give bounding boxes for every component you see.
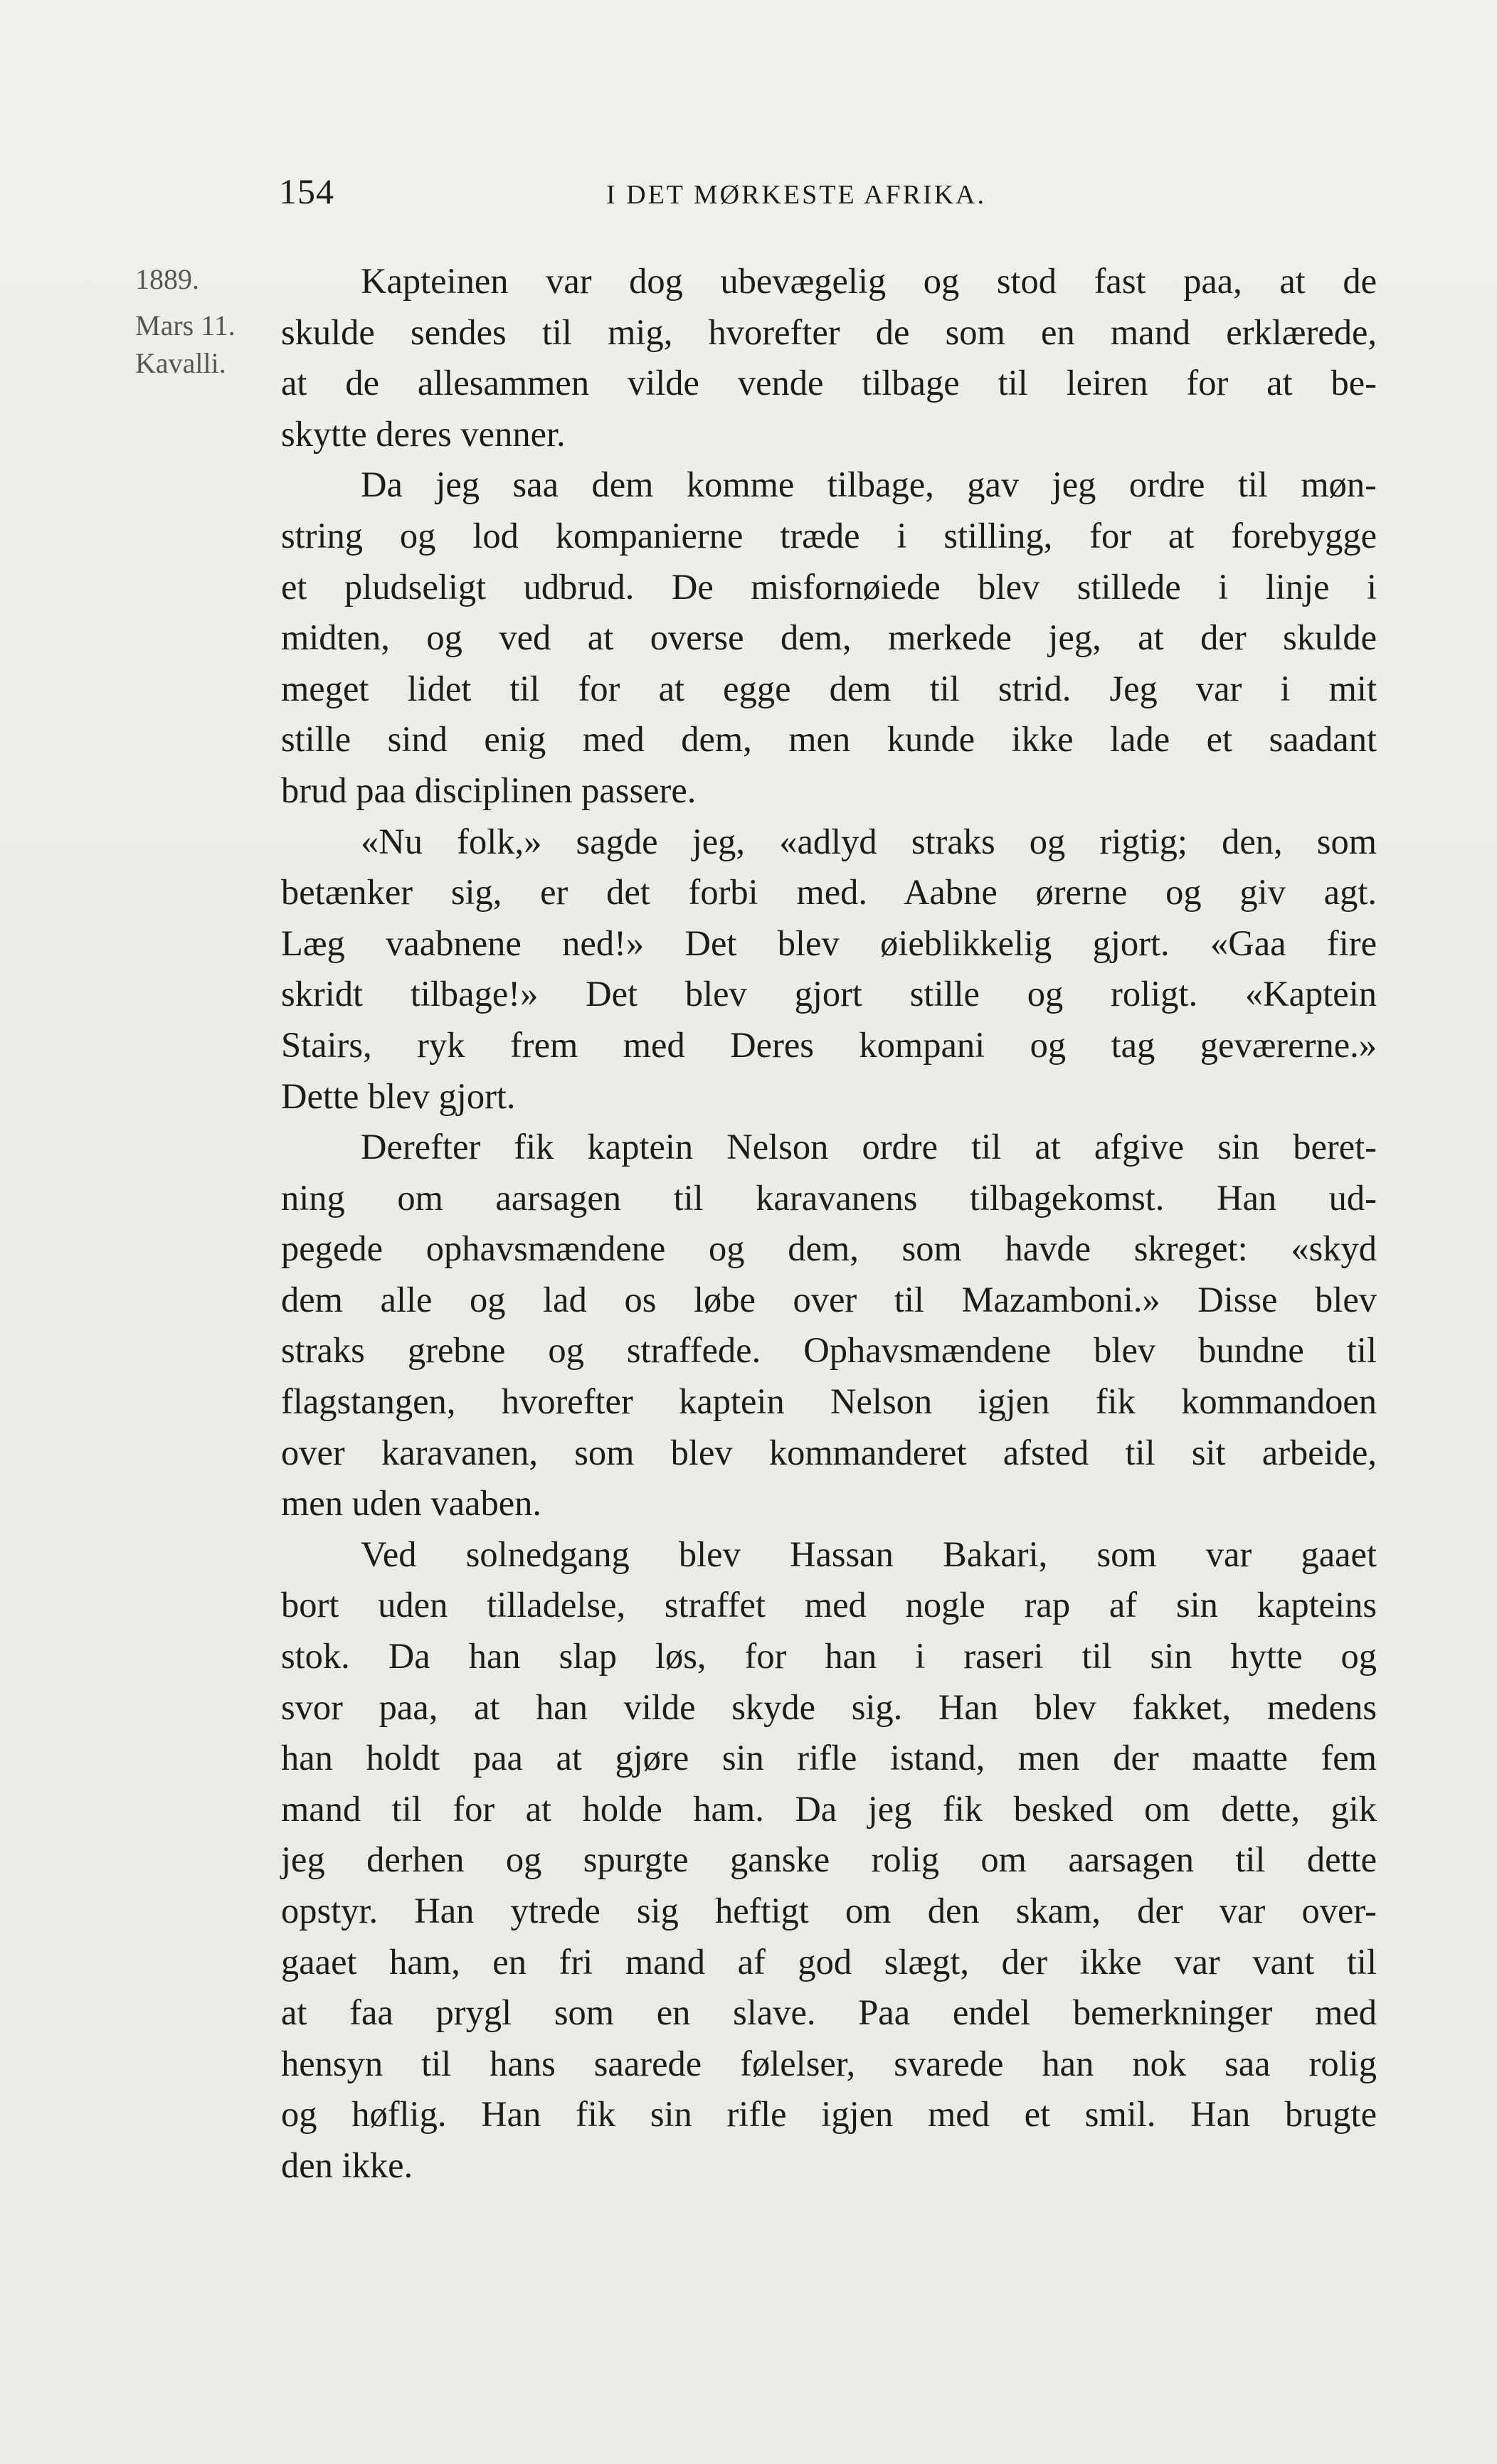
text-line: Da jeg saa dem komme tilbage, gav jeg ordre til møn- [361,464,1377,505]
text-line: Dette blev gjort. [281,1076,516,1116]
text-line: gaaet ham, en fri mand af god slægt, der ikke var vant til [281,1941,1377,1982]
margin-place: Kavalli. [135,347,226,379]
margin-year: 1889. [135,263,199,295]
text-line: et pludseligt udbrud. De misfornøiede blev stillede i linje i [281,566,1377,607]
text-line: betænker sig, er det forbi med. Aabne ørerne og giv agt. [281,872,1377,913]
text-line: string og lod kompanierne træde i stilling, for at forebygge [281,515,1377,556]
text-line: brud paa disciplinen passere. [281,770,697,810]
page-number: 154 [279,171,334,211]
running-title: I DET MØRKESTE AFRIKA. [606,180,986,210]
text-line: Stairs, ryk frem med Deres kompani og tag geværerne.» [281,1024,1377,1065]
text-line: og høflig. Han fik sin rifle igjen med et smil. Han brugte [281,2094,1377,2135]
text-line: skridt tilbage!» Det blev gjort stille og roligt. «Kaptein [281,974,1377,1014]
text-line: opstyr. Han ytrede sig heftigt om den skam, der var over- [281,1891,1377,1931]
body-text [281,256,1377,2192]
text-line: at faa prygl som en slave. Paa endel bemerkninger med [281,1992,1377,2033]
text-line: han holdt paa at gjøre sin rifle istand, men der maatte fem [281,1738,1377,1778]
text-line: Kapteinen var dog ubevægelig og stod fast paa, at de [361,261,1377,301]
text-line: Ved solnedgang blev Hassan Bakari, som var gaaet [361,1534,1377,1574]
text-line: Derefter fik kaptein Nelson ordre til at afgive sin beret- [361,1127,1377,1167]
text-line: hensyn til hans saarede følelser, svarede han nok saa rolig [281,2043,1377,2083]
text-line: Læg vaabnene ned!» Det blev øieblikkelig gjort. «Gaa fire [281,923,1377,963]
text-line: flagstangen, hvorefter kaptein Nelson igjen fik kommandoen [281,1381,1377,1422]
text-line: mand til for at holde ham. Da jeg fik besked om dette, gik [281,1788,1377,1829]
text-line: over karavanen, som blev kommanderet afsted til sit arbeide, [281,1432,1377,1472]
text-line: men uden vaaben. [281,1483,541,1524]
text-line: dem alle og lad os løbe over til Mazamboni.» Disse blev [281,1279,1377,1319]
text-line: stok. Da han slap løs, for han i raseri til sin hytte og [281,1636,1377,1677]
text-line: straks grebne og straffede. Ophavsmændene blev bundne til [281,1330,1377,1371]
text-line: pegede ophavsmændene og dem, som havde skreget: «skyd [281,1228,1377,1269]
text-line: meget lidet til for at egge dem til strid. Jeg var i mit [281,668,1377,708]
text-line: at de allesammen vilde vende tilbage til leiren for at be- [281,363,1377,403]
text-line: jeg derhen og spurgte ganske rolig om aarsagen til dette [281,1839,1377,1880]
margin-date: Mars 11. [135,309,236,341]
text-line: svor paa, at han vilde skyde sig. Han blev fakket, medens [281,1687,1377,1727]
text-line: ning om aarsagen til karavanens tilbagekomst. Han ud- [281,1177,1377,1218]
text-line: skytte deres venner. [281,413,566,454]
text-line: stille sind enig med dem, men kunde ikke lade et saadant [281,719,1377,760]
text-line: «Nu folk,» sagde jeg, «adlyd straks og rigtig; den, som [361,821,1377,861]
text-line: bort uden tilladelse, straffet med nogle rap af sin kapteins [281,1585,1377,1625]
page-header [279,171,1389,221]
text-line: den ikke. [281,2145,413,2185]
text-line: skulde sendes til mig, hvorefter de som en mand erklærede, [281,312,1377,352]
text-line: midten, og ved at overse dem, merkede jeg, at der skulde [281,617,1377,658]
